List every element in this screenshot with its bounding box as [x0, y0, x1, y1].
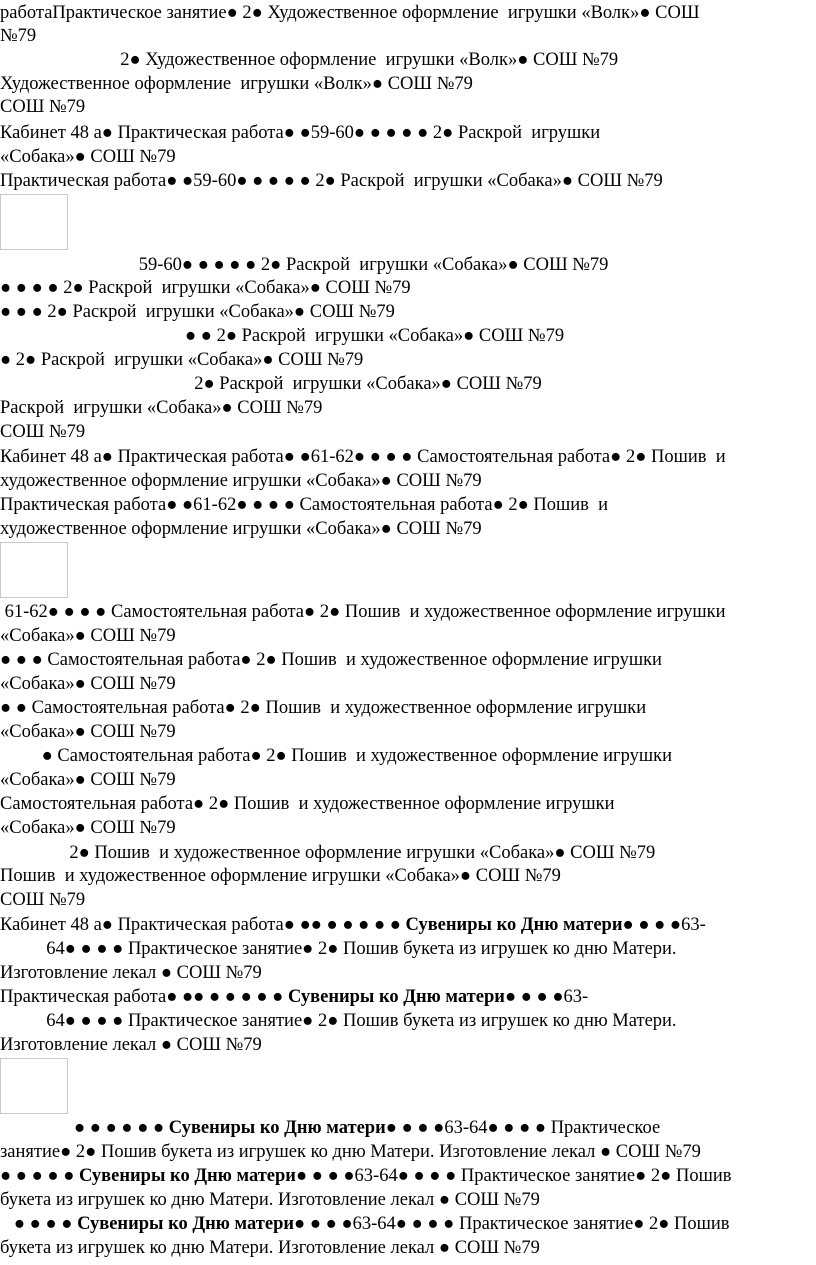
text-line: Кабинет 48 а● Практическая работа● ●59-60● ● ● ● ● 2● Раскрой игрушки — [0, 123, 601, 143]
text-line — [0, 1117, 660, 1140]
text-line: «Собака»● СОШ №79 — [0, 722, 176, 742]
text-line — [0, 1213, 730, 1236]
bold-heading-text: Сувениры ко Дню матери — [405, 915, 623, 935]
text-run: ● ● ● ● ● ● — [0, 1118, 169, 1138]
text-line — [0, 1165, 731, 1188]
text-line: 61-62● ● ● ● Самостоятельная работа● 2● Пошив и художественное оформление игрушки — [0, 602, 726, 622]
text-line: букета из игрушек ко дню Матери. Изготовление лекал ● СОШ №79 — [0, 1238, 540, 1258]
text-line: ● ● ● Самостоятельная работа● 2● Пошив и художественное оформление игрушки — [0, 650, 662, 670]
text-line: 2● Пошив и художественное оформление игрушки «Собака»● СОШ №79 — [0, 843, 656, 863]
bold-heading-text: Сувениры ко Дню матери — [168, 1118, 386, 1138]
image-placeholder — [0, 542, 68, 598]
text-run: ● ● ● ●63-64● ● ● ● Практическое — [385, 1118, 661, 1138]
bold-heading-text: Сувениры ко Дню матери — [77, 1214, 295, 1234]
text-run: ● ● ● ●63- — [504, 987, 589, 1007]
text-line — [0, 914, 706, 937]
text-run: ● ● ● ● — [0, 1214, 78, 1234]
text-line: «Собака»● СОШ №79 — [0, 626, 176, 646]
text-line: 64● ● ● ● Практическое занятие● 2● Пошив букета из игрушек ко дню Матери. — [0, 1011, 677, 1031]
text-line: ● ● 2● Раскрой игрушки «Собака»● СОШ №79 — [0, 326, 565, 346]
text-run: ● ● ● ●63-64● ● ● ● Практическое занятие● 2● Пошив — [295, 1166, 732, 1186]
text-line: №79 — [0, 26, 37, 46]
image-placeholder — [0, 194, 68, 250]
text-run: ● ● ● ● ● — [0, 1166, 79, 1186]
text-line: ● ● Самостоятельная работа● 2● Пошив и художественное оформление игрушки — [0, 698, 647, 718]
text-line: 2● Раскрой игрушки «Собака»● СОШ №79 — [0, 374, 542, 394]
text-line: Практическая работа● ●61-62● ● ● ● Самостоятельная работа● 2● Пошив и — [0, 495, 609, 515]
text-line: ● ● ● ● 2● Раскрой игрушки «Собака»● СОШ №79 — [0, 278, 411, 298]
text-line: работаПрактическое занятие● 2● Художественное оформление игрушки «Волк»● СОШ — [0, 3, 700, 23]
text-line: СОШ №79 — [0, 422, 86, 442]
text-line: художественное оформление игрушки «Собака»● СОШ №79 — [0, 519, 482, 539]
text-line: 59-60● ● ● ● ● 2● Раскрой игрушки «Собака»● СОШ №79 — [0, 255, 609, 275]
text-run: Кабинет 48 а● Практическая работа● ●● ● ● ● ● ● — [0, 915, 406, 935]
text-line: занятие● 2● Пошив букета из игрушек ко дню Матери. Изготовление лекал ● СОШ №79 — [0, 1142, 701, 1162]
text-line — [0, 986, 588, 1009]
text-line: художественное оформление игрушки «Собака»● СОШ №79 — [0, 471, 482, 491]
text-line: Пошив и художественное оформление игрушки «Собака»● СОШ №79 — [0, 866, 561, 886]
text-run: Практическая работа● ●● ● ● ● ● ● — [0, 987, 288, 1007]
text-line: «Собака»● СОШ №79 — [0, 147, 176, 167]
text-line: Практическая работа● ●59-60● ● ● ● ● 2● Раскрой игрушки «Собака»● СОШ №79 — [0, 171, 663, 191]
text-line: 64● ● ● ● Практическое занятие● 2● Пошив букета из игрушек ко дню Матери. — [0, 939, 677, 959]
text-line: Кабинет 48 а● Практическая работа● ●61-62● ● ● ● Самостоятельная работа● 2● Пошив и — [0, 447, 726, 467]
text-line: Изготовление лекал ● СОШ №79 — [0, 963, 262, 983]
text-line: «Собака»● СОШ №79 — [0, 770, 176, 790]
text-line: Изготовление лекал ● СОШ №79 — [0, 1035, 262, 1055]
text-run: ● ● ● ●63-64● ● ● ● Практическое занятие● 2● Пошив — [294, 1214, 730, 1234]
text-line: «Собака»● СОШ №79 — [0, 818, 176, 838]
image-placeholder — [0, 1058, 68, 1114]
text-line: СОШ №79 — [0, 97, 86, 117]
bold-heading-text: Сувениры ко Дню матери — [287, 987, 505, 1007]
text-line: ● ● ● 2● Раскрой игрушки «Собака»● СОШ №79 — [0, 302, 395, 322]
text-run: ● ● ● ●63- — [622, 915, 706, 935]
text-line: 2● Художественное оформление игрушки «Волк»● СОШ №79 — [0, 50, 619, 70]
text-line: Самостоятельная работа● 2● Пошив и художественное оформление игрушки — [0, 794, 615, 814]
text-line: Художественное оформление игрушки «Волк»● СОШ №79 — [0, 74, 473, 94]
text-line: ● Самостоятельная работа● 2● Пошив и художественное оформление игрушки — [0, 746, 672, 766]
text-line: Раскрой игрушки «Собака»● СОШ №79 — [0, 398, 323, 418]
text-line: «Собака»● СОШ №79 — [0, 674, 176, 694]
text-line: СОШ №79 — [0, 890, 86, 910]
text-line: букета из игрушек ко дню Матери. Изготовление лекал ● СОШ №79 — [0, 1190, 540, 1210]
bold-heading-text: Сувениры ко Дню матери — [79, 1166, 296, 1186]
text-line: ● 2● Раскрой игрушки «Собака»● СОШ №79 — [0, 350, 364, 370]
